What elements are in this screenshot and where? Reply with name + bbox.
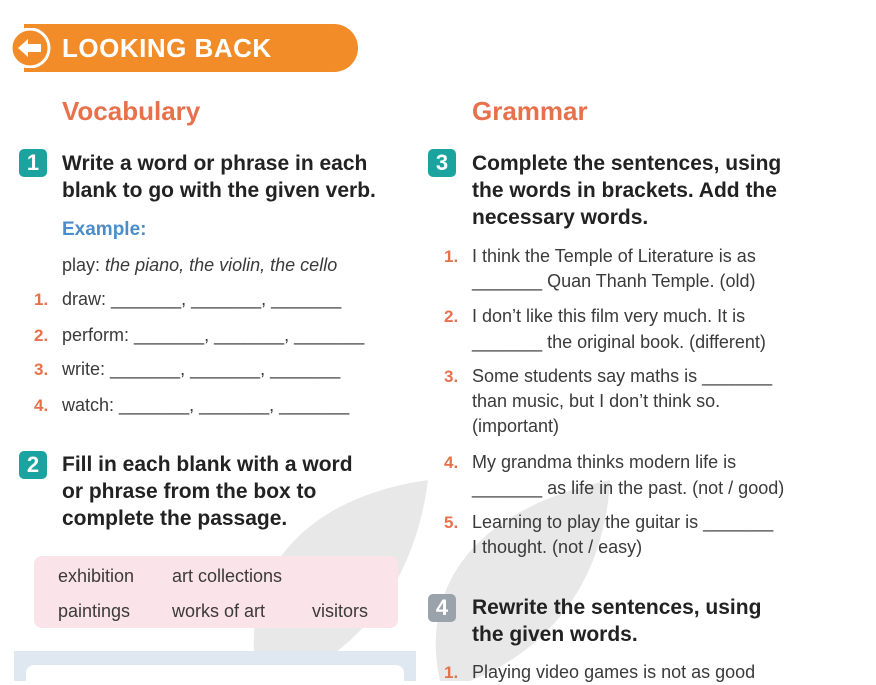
ex3-item-line: _______ Quan Thanh Temple. (old) xyxy=(472,271,756,291)
exercise-1-heading-line1: Write a word or phrase in each xyxy=(62,152,368,175)
exercise-2-number: 2 xyxy=(19,451,47,479)
exercise-4-heading-line1: Rewrite the sentences, using xyxy=(472,596,762,619)
ex3-item-number: 2. xyxy=(444,307,459,326)
ex1-item: write: _______, _______, _______ xyxy=(62,359,341,379)
ex3-item-line: I thought. (not / easy) xyxy=(472,537,643,557)
ex1-item: watch: _______, _______, _______ xyxy=(62,395,350,415)
back-arrow-icon xyxy=(8,28,54,68)
exercise-2-heading-line3: complete the passage. xyxy=(62,507,288,530)
word-box-item: works of art xyxy=(172,601,266,621)
word-box-item: paintings xyxy=(58,601,131,621)
example-sentence xyxy=(62,255,337,276)
example-answer: the piano, the violin, the cello xyxy=(105,255,338,275)
word-box xyxy=(34,556,398,628)
banner-title: LOOKING BACK xyxy=(62,33,272,63)
ex3-item-number: 3. xyxy=(444,367,459,386)
ex3-item-line: I think the Temple of Literature is as xyxy=(472,246,756,266)
exercise-3-heading-line1: Complete the sentences, using xyxy=(472,152,782,175)
ex3-item-line: Some students say maths is _______ xyxy=(472,366,773,386)
ex4-item-line: Playing video games is not as good xyxy=(472,662,756,682)
ex4-item-number: 1. xyxy=(444,663,459,682)
word-box-item: art collections xyxy=(172,566,283,586)
word-box-item: visitors xyxy=(312,601,369,621)
exercise-4-heading-line2: the given words. xyxy=(472,623,638,646)
ex1-item: perform: _______, _______, _______ xyxy=(62,325,365,345)
ex3-item-line: than music, but I don’t think so. xyxy=(472,391,721,411)
passage-card xyxy=(26,665,404,685)
exercise-4-number: 4 xyxy=(428,594,456,622)
ex3-item-line: _______ the original book. (different) xyxy=(472,332,766,352)
exercise-3-heading-line2: the words in brackets. Add the xyxy=(472,179,777,202)
ex3-item-number: 1. xyxy=(444,247,459,266)
ex3-item-line: (important) xyxy=(472,416,560,436)
vocabulary-title: Vocabulary xyxy=(62,96,201,126)
example-label: Example: xyxy=(62,219,147,240)
exercise-2-heading-line1: Fill in each blank with a word xyxy=(62,453,353,476)
ex3-item-number: 4. xyxy=(444,453,459,472)
word-box-item: exhibition xyxy=(58,566,135,586)
exercise-2-heading-line2: or phrase from the box to xyxy=(62,480,317,503)
ex3-item-line: My grandma thinks modern life is xyxy=(472,452,737,472)
looking-back-banner xyxy=(0,24,358,72)
exercise-1-heading-line2: blank to go with the given verb. xyxy=(62,179,376,202)
exercise-3-heading-line3: necessary words. xyxy=(472,206,649,229)
ex1-item-number: 1. xyxy=(34,290,49,309)
ex3-item-line: I don’t like this film very much. It is xyxy=(472,306,746,326)
ex1-item-number: 2. xyxy=(34,326,49,345)
ex1-item-number: 3. xyxy=(34,360,49,379)
ex3-item-line: Learning to play the guitar is _______ xyxy=(472,512,774,532)
example-verb: play: xyxy=(62,255,101,275)
grammar-title: Grammar xyxy=(472,96,588,126)
ex1-item: draw: _______, _______, _______ xyxy=(62,289,342,309)
watermark-leaf-icon xyxy=(420,470,620,681)
ex3-item-line: _______ as life in the past. (not / good) xyxy=(472,478,785,498)
ex1-item-number: 4. xyxy=(34,396,49,415)
ex3-item-number: 5. xyxy=(444,513,459,532)
exercise-1-number: 1 xyxy=(19,149,47,177)
exercise-3-number: 3 xyxy=(428,149,456,177)
